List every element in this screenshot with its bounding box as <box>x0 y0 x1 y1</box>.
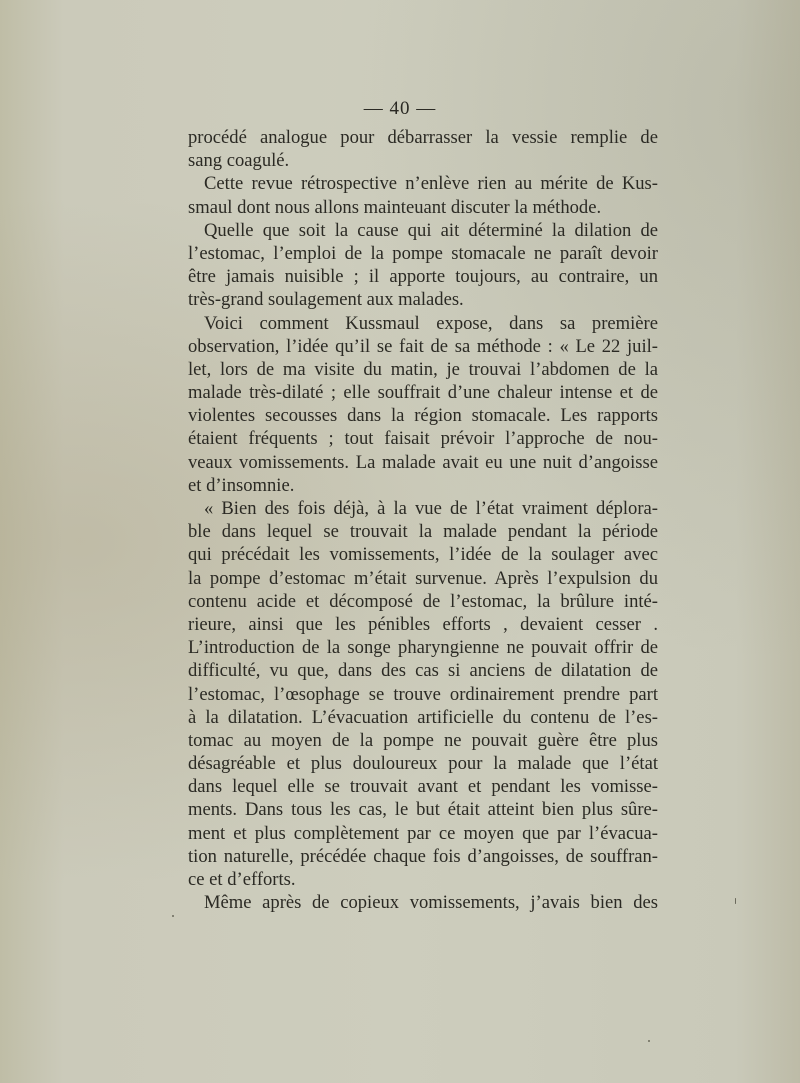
text-line: let, lors de ma visite du matin, je trouvai l’abdomen de la <box>188 358 658 380</box>
text-line: ments. Dans tous les cas, le but était atteint bien plus sûre- <box>188 799 658 821</box>
text-line: dans lequel elle se trouvait avant et pendant les vomisse- <box>188 776 658 798</box>
paper-speck <box>648 1040 650 1042</box>
page-number: — 40 — <box>363 98 437 119</box>
text-line: procédé analogue pour débarrasser la vessie remplie de <box>188 127 658 148</box>
text-line: tion naturelle, précédée chaque fois d’angoisses, de souffran- <box>188 845 658 867</box>
text-line: désagréable et plus douloureux pour la malade que l’état <box>188 753 658 775</box>
text-line: être jamais nuisible ; il apporte toujours, au contraire, un <box>188 266 658 288</box>
text-line: violentes secousses dans la région stomacale. Les rapports <box>188 405 658 427</box>
text-line: ble dans lequel se trouvait la malade pendant la période <box>188 521 658 543</box>
text-line: et d’insomnie. <box>188 474 295 496</box>
text-line: contenu acide et décomposé de l’estomac, la brûlure inté- <box>188 590 658 612</box>
text-line: la pompe d’estomac m’était survenue. Après l’expulsion du <box>188 567 658 589</box>
text-line: ce et d’efforts. <box>188 869 296 890</box>
text-line: Même après de copieux vomissements, j’avais bien des <box>204 892 658 914</box>
body-text <box>188 126 658 914</box>
text-line: malade très-dilaté ; elle souffrait d’une chaleur intense et de <box>188 382 658 404</box>
text-line: étaient fréquents ; tout faisait prévoir l’approche de nou- <box>188 428 658 450</box>
text-line: rieure, ainsi que les pénibles efforts , devaient cesser . <box>188 613 658 635</box>
paper-speck <box>172 915 174 917</box>
text-line: ment et plus complètement par ce moyen que par l’évacua- <box>188 822 658 844</box>
text-line: smaul dont nous allons mainteuant discuter la méthode. <box>188 196 602 218</box>
text-line: « Bien des fois déjà, à la vue de l’état vraiment déplora- <box>204 498 658 519</box>
text-line: difficulté, vu que, dans des cas si anciens de dilatation de <box>188 660 658 682</box>
text-line: l’estomac, l’emploi de la pompe stomacale ne paraît devoir <box>188 242 658 264</box>
text-line: L’introduction de la songe pharyngienne ne pouvait offrir de <box>188 637 658 659</box>
text-line: Cette revue rétrospective n’enlève rien au mérite de Kus- <box>204 173 658 195</box>
text-line: Quelle que soit la cause qui ait déterminé la dilation de <box>204 219 658 241</box>
text-line: Voici comment Kussmaul expose, dans sa première <box>204 312 658 334</box>
paper-speck <box>735 898 736 904</box>
text-line: tomac au moyen de la pompe ne pouvait guère être plus <box>188 729 658 751</box>
text-line: observation, l’idée qu’il se fait de sa méthode : « Le 22 juil- <box>188 335 658 357</box>
text-line: qui précédait les vomissements, l’idée de la soulager avec <box>188 544 658 566</box>
text-line: l’estomac, l’œsophage se trouve ordinairement prendre part <box>188 683 658 705</box>
text-line: à la dilatation. L’évacuation artificielle du contenu de l’es- <box>188 706 658 728</box>
text-line: très-grand soulagement aux malades. <box>188 289 464 311</box>
text-line: veaux vomissements. La malade avait eu une nuit d’angoisse <box>188 451 658 473</box>
text-line: sang coagulé. <box>188 150 290 172</box>
